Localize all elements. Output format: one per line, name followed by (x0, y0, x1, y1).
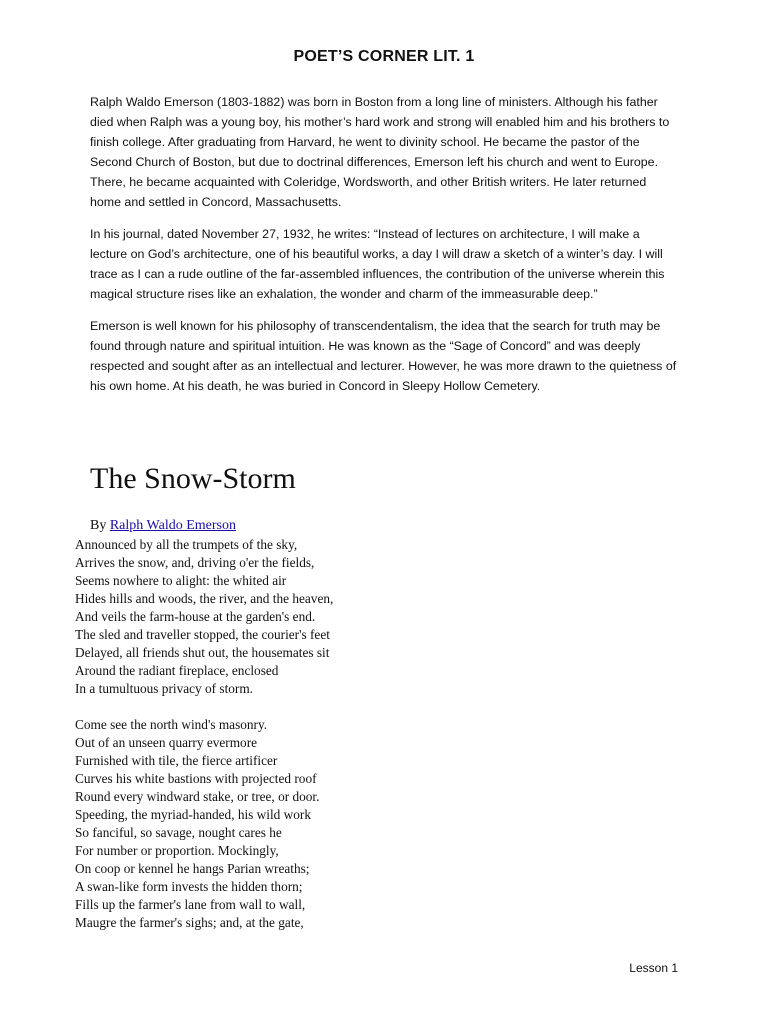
poem-line: So fanciful, so savage, nought cares he (75, 825, 282, 840)
poem-line: Arrives the snow, and, driving o'er the fields, (75, 555, 315, 570)
poem-line: Fills up the farmer's lane from wall to wall, (75, 897, 306, 912)
poem-line: Delayed, all friends shut out, the housemates sit (75, 645, 330, 660)
page-footer: Lesson 1 (629, 961, 678, 975)
poem-title: The Snow-Storm (90, 462, 296, 495)
poem-line: Seems nowhere to alight: the whited air (75, 573, 287, 588)
poem-line: A swan-like form invests the hidden thorn; (75, 879, 303, 894)
poem-line: Around the radiant fireplace, enclosed (75, 663, 279, 678)
page-title: POET’S CORNER LIT. 1 (293, 48, 475, 65)
poem-line: Maugre the farmer's sighs; and, at the gate, (75, 915, 304, 930)
poem-line: And veils the farm-house at the garden's end. (75, 609, 316, 624)
poem-line: On coop or kennel he hangs Parian wreaths; (75, 861, 310, 876)
poem-line: Round every windward stake, or tree, or door. (75, 789, 320, 804)
byline (90, 518, 236, 534)
poem-line: The sled and traveller stopped, the courier's feet (75, 627, 330, 642)
intro-paragraph: Emerson is well known for his philosophy of transcendentalism, the idea that the search for truth may be found through nature and spiritual intuition. He was known as the “Sage of Concord” and was deeply respected and sought after as an intellectual and lecturer. However, he was more drawn to the quietness of his own home. At his death, he was buried in Concord in Sleepy Hollow Cemetery. (90, 319, 677, 393)
stanza-1 (75, 536, 333, 698)
poem-line: Furnished with tile, the fierce artificer (75, 753, 278, 768)
poem-line: Announced by all the trumpets of the sky, (75, 537, 298, 552)
poem-line: Come see the north wind's masonry. (75, 717, 268, 732)
poem-line: Speeding, the myriad-handed, his wild work (75, 807, 311, 822)
intro-section (90, 92, 680, 408)
intro-paragraph: In his journal, dated November 27, 1932, he writes: “Instead of lectures on architecture, I will make a lecture on God’s architecture, one of his beautiful works, a day I will draw a sketch of a winter’s day. I will trace as I can a rude outline of the far-assembled influences, the contribution of the universe wherein this magical structure rises like an exhalation, the wonder and charm of the immeasurable deep.” (90, 227, 665, 301)
poem-line: In a tumultuous privacy of storm. (75, 681, 254, 696)
intro-paragraph: Ralph Waldo Emerson (1803-1882) was born in Boston from a long line of ministers. Although his father died when Ralph was a young boy, his mother’s hard work and strong will enabled him and his brothers to finish college. After graduating from Harvard, he went to divinity school. He became the pastor of the Second Church of Boston, but due to doctrinal differences, Emerson left his church and went to Europe. There, he became acquainted with Coleridge, Wordsworth, and other British writers. He later returned home and settled in Concord, Massachusetts. (90, 95, 670, 209)
poem-line: Hides hills and woods, the river, and the heaven, (75, 591, 334, 606)
author-link[interactable]: Ralph Waldo Emerson (109, 518, 236, 533)
poem-line: Curves his white bastions with projected roof (75, 771, 317, 786)
poem-body (75, 536, 333, 932)
stanza-2 (75, 716, 333, 932)
poem-line: For number or proportion. Mockingly, (75, 843, 279, 858)
byline-prefix: By (90, 518, 107, 533)
poem-line: Out of an unseen quarry evermore (75, 735, 258, 750)
